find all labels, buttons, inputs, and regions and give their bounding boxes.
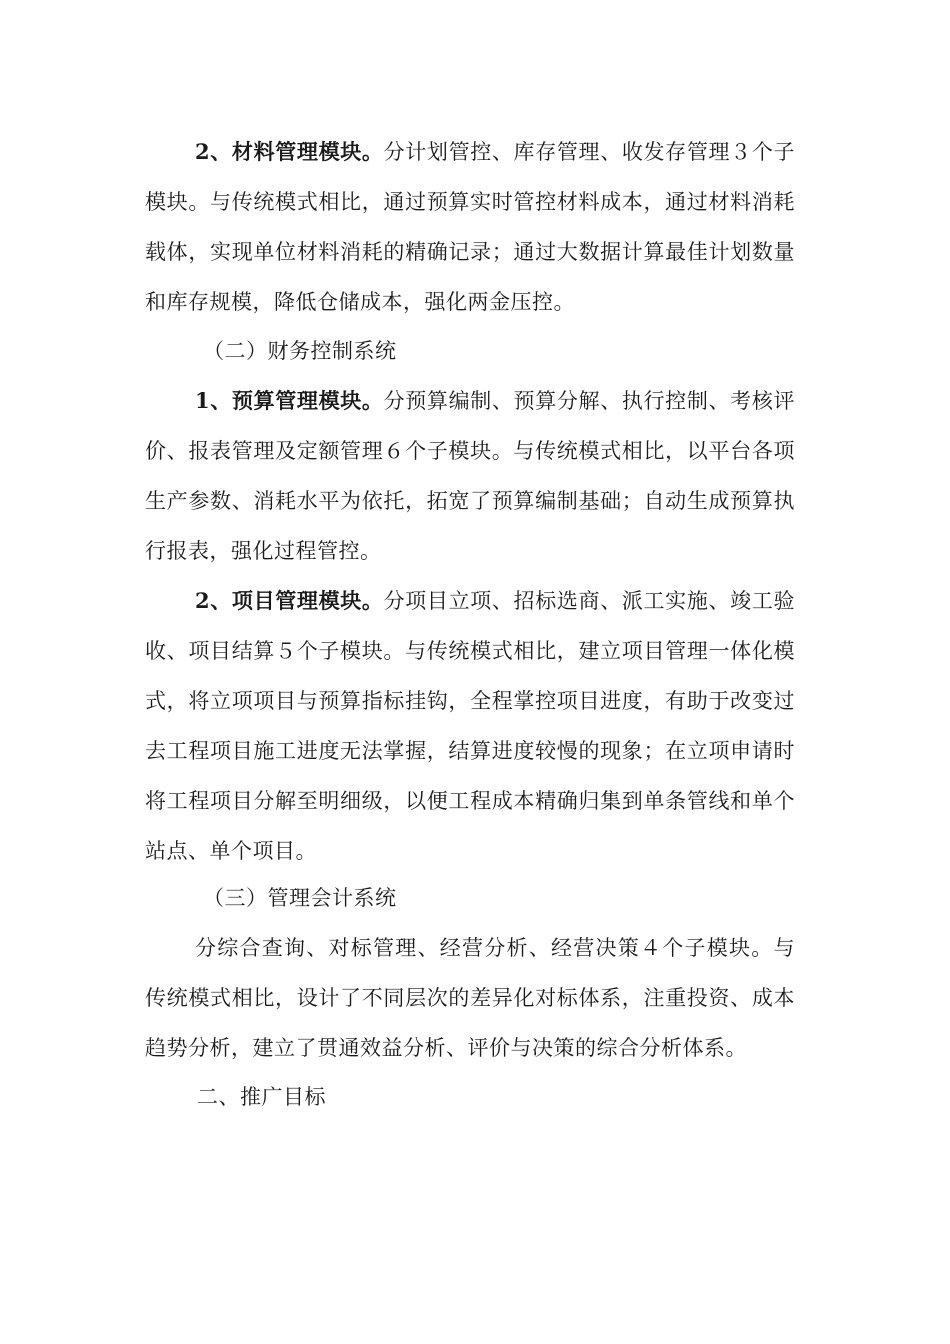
section-heading-finance-control: （二）财务控制系统 xyxy=(203,339,397,363)
paragraph-body: 分预算编制、预算分解、执行控制、考核评价、报表管理及定额管理６个子模块。与传统模式相比，以平台各项生产参数、消耗水平为依托，拓宽了预算编制基础；自动生成预算执行报表，强化过程管控。 xyxy=(145,389,795,563)
paragraph-project-module xyxy=(145,576,795,876)
paragraph-budget-module xyxy=(145,376,795,576)
paragraph-body: 分综合查询、对标管理、经营分析、经营决策４个子模块。与传统模式相比，设计了不同层次的差异化对标体系，注重投资、成本趋势分析，建立了贯通效益分析、评价与决策的综合分析体系。 xyxy=(145,936,795,1060)
paragraph-lead: 1、预算管理模块。 xyxy=(195,388,384,413)
paragraph-body: 分计划管控、库存管理、收发存管理３个子模块。与传统模式相比，通过预算实时管控材料成本，通过材料消耗载体，实现单位材料消耗的精确记录；通过大数据计算最佳计划数量和库存规模，降低仓储成本，强化两金压控。 xyxy=(145,140,795,314)
paragraph-lead: 2、材料管理模块。 xyxy=(195,139,384,164)
section-heading-promotion-goals: 二、推广目标 xyxy=(197,1085,326,1109)
section-heading-management-accounting: （三）管理会计系统 xyxy=(203,886,397,910)
paragraph-lead: 2、项目管理模块。 xyxy=(195,588,384,613)
paragraph-management-accounting xyxy=(145,923,795,1073)
paragraph-body: 分项目立项、招标选商、派工实施、竣工验收、项目结算５个子模块。与传统模式相比，建立项目管理一体化模式，将立项项目与预算指标挂钩，全程掌控项目进度，有助于改变过去工程项目施工进度无法掌握，结算进度较慢的现象；在立项申请时将工程项目分解至明细级，以便工程成本精确归集到单条管线和单个站点、单个项目。 xyxy=(145,589,795,863)
paragraph-material-module xyxy=(145,127,795,327)
